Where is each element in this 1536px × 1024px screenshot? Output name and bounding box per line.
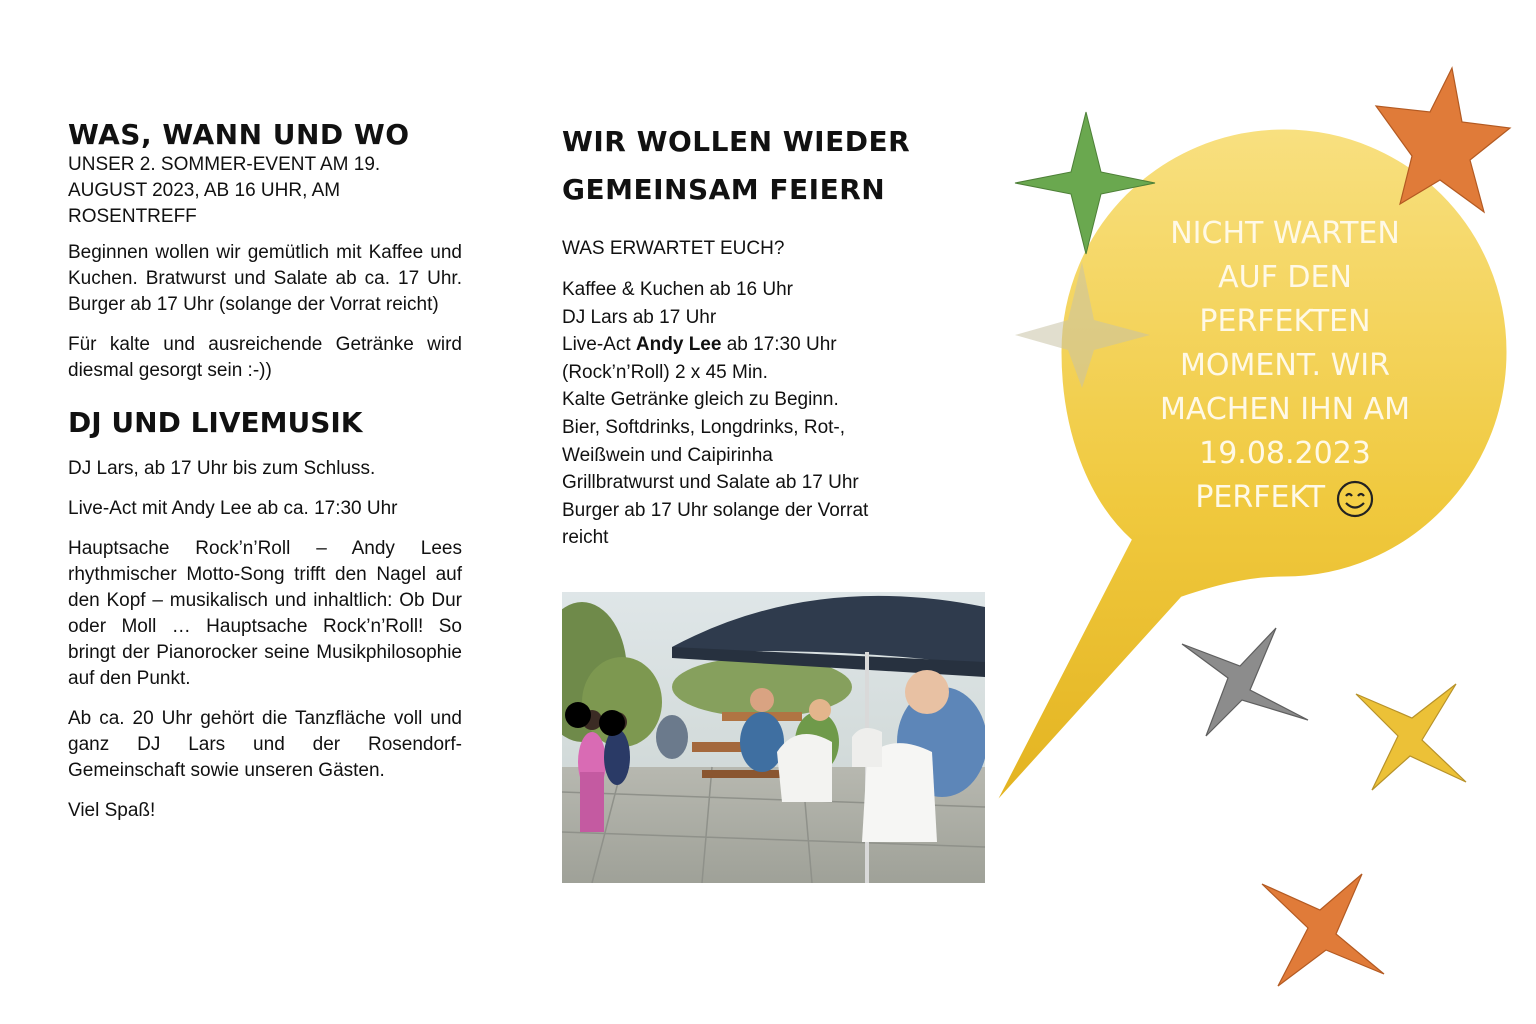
smiley-icon — [1335, 479, 1375, 519]
program-line: Kalte Getränke gleich zu Beginn. — [562, 389, 839, 411]
bubble-line: MACHEN IHN AM — [1159, 392, 1411, 427]
paragraph-dancefloor: Ab ca. 20 Uhr gehört die Tanzfläche voll und ganz DJ Lars und der Rosendorf-Gemeinschaft sowie unseren Gästen. — [68, 708, 462, 781]
bubble-line: NICHT WARTEN — [1170, 216, 1400, 251]
bubble-line: MOMENT. WIR — [1180, 348, 1390, 383]
program-line: reicht — [562, 527, 609, 549]
program-line: Burger ab 17 Uhr solange der Vorrat — [562, 499, 869, 521]
heading-feiern-line1: WIR WOLLEN WIEDER — [562, 125, 911, 158]
bubble-line-last — [1118, 476, 1452, 520]
heading-feiern-line2: GEMEINSAM FEIERN — [562, 173, 886, 206]
program-line: Weißwein und Caipirinha — [562, 444, 773, 466]
bubble-line: 19.08.2023 — [1199, 436, 1371, 471]
subheading-erwartet: WAS ERWARTET EUCH? — [562, 238, 785, 259]
program-line: DJ Lars ab 17 Uhr — [562, 306, 717, 328]
heading-was-wann-wo: WAS, WANN UND WO — [68, 118, 410, 151]
star-icon — [1356, 684, 1466, 790]
bubble-line: PERFEKT — [1195, 480, 1326, 515]
star-icon — [1182, 628, 1308, 736]
program-line: (Rock’n’Roll) 2 x 45 Min. — [562, 361, 768, 383]
paragraph-food: Beginnen wollen wir gemütlich mit Kaffee und Kuchen. Bratwurst und Salate ab ca. 17 Uhr. Burger ab 17 Uhr (solange der Vorrat reicht) — [68, 242, 462, 315]
program-line: Bier, Softdrinks, Longdrinks, Rot-, — [562, 416, 846, 438]
star-icon — [1262, 874, 1384, 986]
program-line: Grillbratwurst und Salate ab 17 Uhr — [562, 472, 859, 494]
program-line-post: ab 17:30 Uhr — [721, 334, 837, 356]
program-line: Kaffee & Kuchen ab 16 Uhr — [562, 279, 793, 300]
event-intro: UNSER 2. SOMMER-EVENT AM 19. AUGUST 2023, AB 16 UHR, AM ROSENTREFF — [68, 154, 381, 227]
bubble-line: PERFEKTEN — [1199, 304, 1371, 339]
paragraph-closing: Viel Spaß! — [68, 800, 156, 821]
paragraph-drinks: Für kalte und ausreichende Getränke wird diesmal gesorgt sein :-)) — [68, 334, 462, 381]
program-line-pre: Live-Act — [562, 334, 636, 356]
bubble-line: AUF DEN — [1218, 260, 1352, 295]
paragraph-rocknroll: Hauptsache Rock’n’Roll – Andy Lees rhythmischer Motto-Song trifft den Nagel auf den Kopf – musikalisch und inhaltlich: Ob Dur oder Moll … Hauptsache Rock’n’Roll! So bringt der Pianorocker seine Musikphilosophie auf den Punkt. — [68, 538, 462, 689]
paragraph-dj: DJ Lars, ab 17 Uhr bis zum Schluss. — [68, 458, 376, 479]
heading-dj-livemusik: DJ UND LIVEMUSIK — [68, 406, 363, 439]
paragraph-live-act: Live-Act mit Andy Lee ab ca. 17:30 Uhr — [68, 498, 398, 519]
bubble-text — [1118, 212, 1452, 520]
artist-name: Andy Lee — [635, 334, 722, 356]
